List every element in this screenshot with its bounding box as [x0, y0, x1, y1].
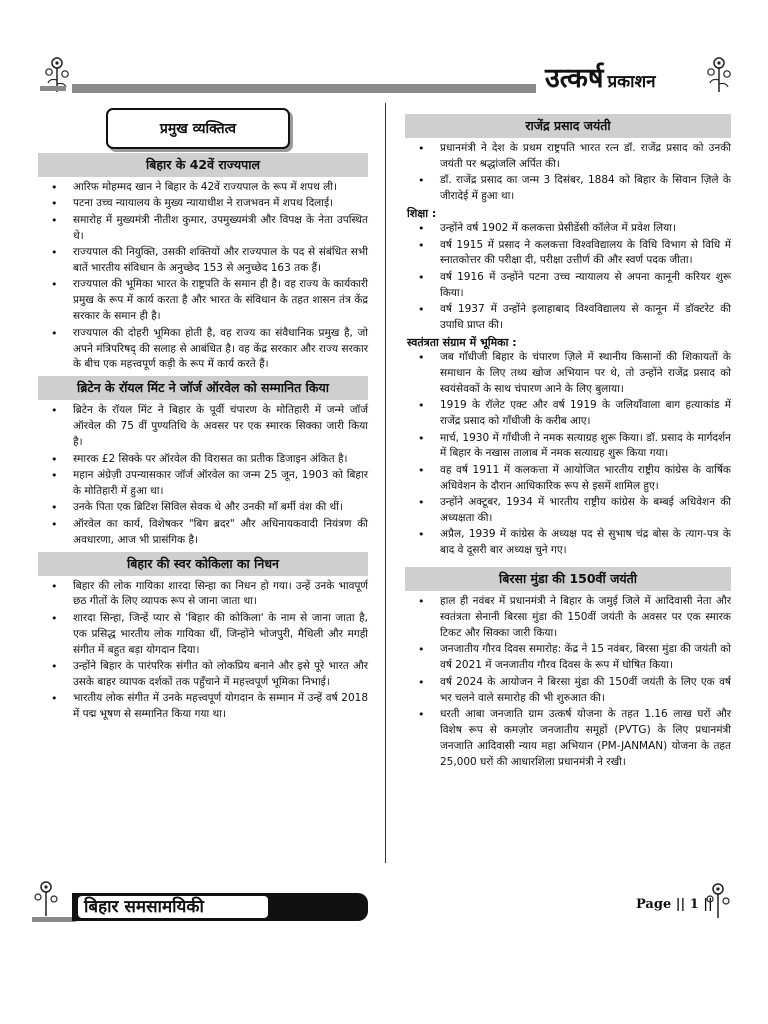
- list-item: • प्रधानमंत्री ने देश के प्रथम राष्ट्रपति भारत रत्न डॉ. राजेंद्र प्रसाद को उनकी जयंती पर श्रद्धांजलि अर्पित की।: [405, 141, 731, 173]
- page-number: Page || 1 ||: [636, 897, 713, 912]
- list-item: • उनके पिता एक ब्रिटिश सिविल सेवक थे और उनकी माँ बर्मी वंश की थीं।: [38, 500, 368, 516]
- right-column: [405, 111, 731, 771]
- list-item: • उन्होंने बिहार के पारंपरिक संगीत को लोकप्रिय बनाने और इसे पूरे भारत और उसके बाहर व्यापक दर्शकों तक पहुँचाने में महत्त्वपूर्ण भूमिका निभाई।: [38, 659, 368, 691]
- header-rule-left: [40, 86, 66, 91]
- list-item: • शारदा सिन्हा, जिन्हें प्यार से 'बिहार की कोकिला' के नाम से जाना जाता है, एक प्रसिद्ध भारतीय लोक गायिका थीं, जिन्होंने भोजपुरी, मैथिली और मगही संगीत में बहुत बड़ा योगदान दिया।: [38, 611, 368, 659]
- list-item: • जब गाँधीजी बिहार के चंपारण ज़िले में स्थानीय किसानों की शिकायतों के समाधान के लिए तथ्य खोज अभियान पर थे, तो उन्होंने राजेंद्र प्रसाद को स्वयंसेवकों के साथ चंपारण आने के लिए बुलाया।: [405, 350, 731, 398]
- list-item: • राज्यपाल की भूमिका भारत के राष्ट्रपति के समान ही है। वह राज्य के कार्यकारी प्रमुख के रूप में कार्य करता है और भारत के संविधान के तहत शासन तंत्र केंद्र सरकार के समान ही है।: [38, 277, 368, 325]
- list-item: • समारोह में मुख्यमंत्री नीतीश कुमार, उपमुख्यमंत्री और विपक्ष के नेता उपस्थित थे।: [38, 213, 368, 245]
- list-item: • वर्ष 1916 में उन्होंने पटना उच्च न्यायालय से अपना कानूनी करियर शुरू किया।: [405, 270, 731, 302]
- list-item: • राज्यपाल की दोहरी भूमिका होती है, वह राज्य का संवैधानिक प्रमुख है, जो अपने मंत्रिपरिषद् की सलाह से आबंधित है। वह केंद्र सरकार और राज्य सरकार के बीच एक महत्त्वपूर्ण कड़ी के रूप में कार्य करते हैं।: [38, 326, 368, 374]
- list-item: • राज्यपाल की नियुक्ति, उसकी शक्तियों और राज्यपाल के पद से संबंधित सभी बातें भारतीय संविधान के अनुच्छेद 153 से अनुच्छेद 163 तक हैं।: [38, 245, 368, 277]
- education-label: शिक्षा :: [407, 207, 437, 221]
- list-item: • हाल ही नवंबर में प्रधानमंत्री ने बिहार के जमुई जिले में आदिवासी नेता और स्वतंत्रता सेनानी बिरसा मुंडा की 150वीं जयंती के अवसर पर एक स्मारक टिकट और सिक्का जारी किया।: [405, 594, 731, 642]
- flower-ornament-icon: [706, 880, 730, 920]
- list-item: • उन्होंने अक्टूबर, 1934 में भारतीय राष्ट्रीय कांग्रेस के बम्बई अधिवेशन की अध्यक्षता की।: [405, 495, 731, 527]
- birsa-list: [405, 594, 731, 770]
- list-item: • पटना उच्च न्यायालय के मुख्य न्यायाधीश ने राजभवन में शपथ दिलाई।: [38, 196, 368, 212]
- list-item: • वह वर्ष 1911 में कलकत्ता में आयोजित भारतीय राष्ट्रीय कांग्रेस के वार्षिक अधिवेशन के दौरान आधिकारिक रूप से इसमें शामिल हुए।: [405, 463, 731, 495]
- list-item: • डॉ. राजेंद्र प्रसाद का जन्म 3 दिसंबर, 1884 को बिहार के सिवान ज़िले के जीरादेई में हुआ था।: [405, 173, 731, 205]
- column-divider: [385, 103, 386, 863]
- list-item: • आरिफ मोहम्मद खान ने बिहार के 42वें राज्यपाल के रूप में शपथ ली।: [38, 180, 368, 196]
- list-item: • बिहार की लोक गायिका शारदा सिन्हा का निधन हो गया। उन्हें उनके भावपूर्ण छठ गीतों के लिए व्यापक रूप से जाना जाता था।: [38, 579, 368, 611]
- sharda-list: [38, 579, 368, 724]
- flower-ornament-icon: [706, 54, 732, 94]
- brand-logo: [545, 58, 656, 98]
- section-heading-birsa: बिरसा मुंडा की 150वीं जयंती: [405, 567, 731, 591]
- list-item: • स्मारक £2 सिक्के पर ऑरवेल की विरासत का प्रतीक डिजाइन अंकित है।: [38, 452, 368, 468]
- brand-main: उत्कर्ष: [545, 63, 604, 94]
- freedom-struggle-label: स्वतंत्रता संग्राम में भूमिका :: [407, 335, 517, 349]
- header-rule: [72, 84, 536, 93]
- brand-sub: प्रकाशन: [607, 72, 656, 92]
- rajendra-intro-list: [405, 141, 731, 205]
- footer-title: बिहार समसामयिकी: [78, 896, 268, 918]
- list-item: • वर्ष 1937 में उन्होंने इलाहाबाद विश्वविद्यालय से कानून में डॉक्टरेट की उपाधि प्राप्त की।: [405, 302, 731, 334]
- section-heading-orwell: ब्रिटेन के रॉयल मिंट ने जॉर्ज ऑरवेल को सम्मानित किया: [38, 376, 368, 400]
- list-item: • वर्ष 1915 में प्रसाद ने कलकत्ता विश्वविद्यालय के विधि विभाग से विधि में स्नातकोत्तर की परीक्षा दी, परीक्षा उत्तीर्ण की और स्वर्ण पदक जीता।: [405, 238, 731, 270]
- list-item: • धरती आबा जनजाति ग्राम उत्कर्ष योजना के तहत 1.16 लाख घरों और विशेष रूप से कमज़ोर जनजातीय समूहों (PVTG) के लिए प्रधानमंत्री जनजाति आदिवासी न्याय महा अभियान (PM-JANMAN) योजना के तहत 25,000 घरों की आधारशिला प्रधानमंत्री ने रखी।: [405, 707, 731, 771]
- list-item: • जनजातीय गौरव दिवस समारोह: केंद्र ने 15 नवंबर, बिरसा मुंडा की जयंती को वर्ष 2021 में जनजातीय गौरव दिवस के रूप में घोषित किया।: [405, 642, 731, 674]
- list-item: • उन्होंने वर्ष 1902 में कलकत्ता प्रेसीडेंसी कॉलेज में प्रवेश लिया।: [405, 221, 731, 237]
- section-heading-sharda: बिहार की स्वर कोकिला का निधन: [38, 552, 368, 576]
- orwell-list: [38, 403, 368, 548]
- topic-box: प्रमुख व्यक्तित्व: [106, 108, 290, 149]
- list-item: • मार्च, 1930 में गाँधीजी ने नमक सत्याग्रह शुरू किया। डॉ. प्रसाद के मार्गदर्शन में बिहार के नखास तालाब में नमक सत्याग्रह शुरू किया गया।: [405, 431, 731, 463]
- freedom-struggle-list: [405, 350, 731, 559]
- list-item: • अप्रैल, 1939 में कांग्रेस के अध्यक्ष पद से सुभाष चंद्र बोस के त्याग-पत्र के बाद वे दूसरी बार अध्यक्ष चुने गए।: [405, 527, 731, 559]
- section-heading-governor: बिहार के 42वें राज्यपाल: [38, 153, 368, 177]
- flower-ornament-icon: [34, 878, 58, 918]
- list-item: • महान अंग्रेज़ी उपन्यासकार जॉर्ज ऑरवेल का जन्म 25 जून, 1903 को बिहार के मोतिहारी में हुआ था।: [38, 468, 368, 500]
- list-item: • वर्ष 2024 के आयोजन ने बिरसा मुंडा की 150वीं जयंती के लिए एक वर्ष भर चलने वाले समारोह की भी शुरुआत की।: [405, 675, 731, 707]
- footer-rule: [32, 917, 76, 922]
- education-list: [405, 221, 731, 334]
- list-item: • ब्रिटेन के रॉयल मिंट ने बिहार के पूर्वी चंपारण के मोतिहारी में जन्मे जॉर्ज ऑरवेल की 75 वीं पुण्यतिथि के अवसर पर एक स्मारक सिक्का जारी किया है।: [38, 403, 368, 451]
- governor-list: [38, 180, 368, 373]
- section-heading-rajendra: राजेंद्र प्रसाद जयंती: [405, 114, 731, 138]
- left-column: [38, 108, 368, 724]
- list-item: • ऑरवेल का कार्य, विशेषकर "बिग ब्रदर" और अधिनायकवादी नियंत्रण की अवधारणा, आज भी प्रासंगिक है।: [38, 517, 368, 549]
- list-item: • भारतीय लोक संगीत में उनके महत्त्वपूर्ण योगदान के सम्मान में उन्हें वर्ष 2018 में पद्म भूषण से सम्मानित किया गया था।: [38, 691, 368, 723]
- list-item: • 1919 के रॉलेट एक्ट और वर्ष 1919 के जलियाँवाला बाग हत्याकांड में राजेंद्र प्रसाद को गाँधीजी के करीब आए।: [405, 398, 731, 430]
